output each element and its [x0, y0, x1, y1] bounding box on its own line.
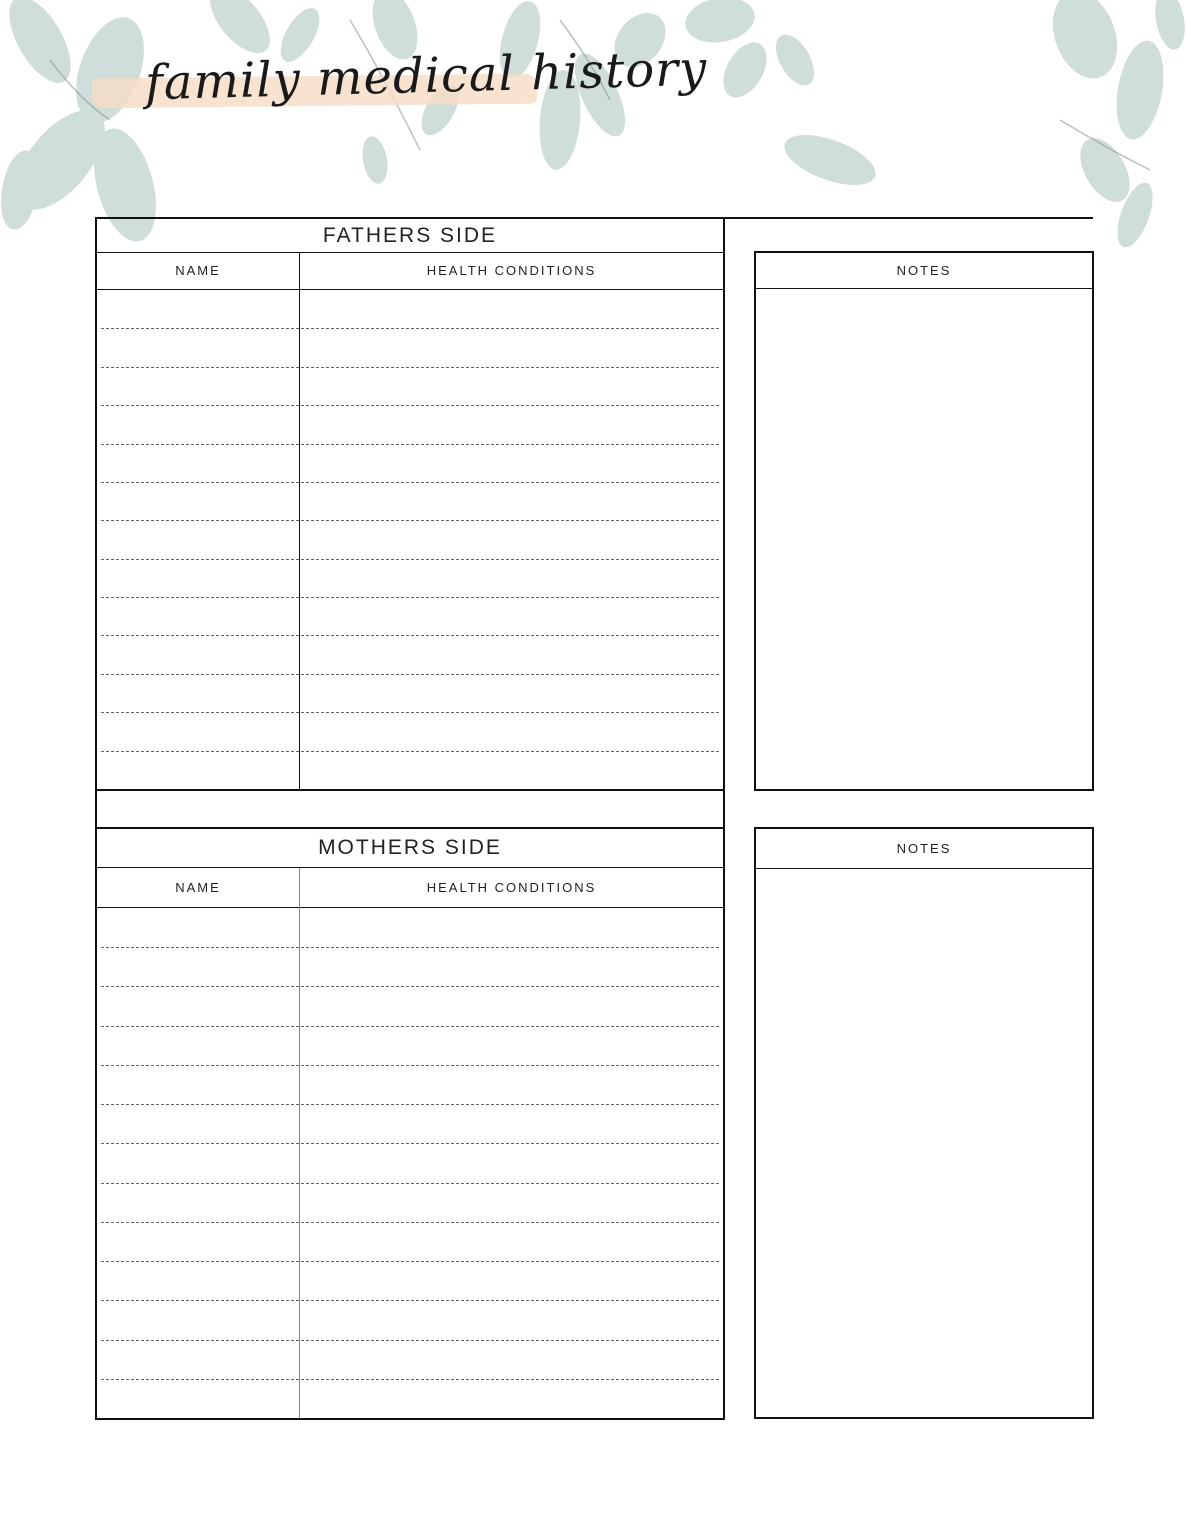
mothers-name-cell[interactable] — [97, 1379, 299, 1418]
mothers-name-cell[interactable] — [97, 1340, 299, 1379]
fathers-side-heading: FATHERS SIDE — [97, 219, 723, 253]
fathers-name-cell[interactable] — [97, 559, 299, 597]
fathers-health-cell[interactable] — [300, 405, 723, 443]
fathers-name-cell[interactable] — [97, 674, 299, 712]
mothers-health-cell[interactable] — [300, 1261, 723, 1300]
fathers-column-header-row — [97, 253, 723, 290]
mothers-health-header: HEALTH CONDITIONS — [426, 880, 597, 895]
fathers-health-cell[interactable] — [300, 444, 723, 482]
fathers-health-cell[interactable] — [300, 482, 723, 520]
fathers-health-cell[interactable] — [300, 674, 723, 712]
mothers-health-cell[interactable] — [300, 1104, 723, 1143]
fathers-name-cell[interactable] — [97, 405, 299, 443]
notes-bottom-area[interactable] — [756, 869, 1092, 1417]
mothers-side-heading: MOTHERS SIDE — [97, 829, 723, 868]
fathers-side-table — [95, 217, 725, 791]
top-rule — [724, 217, 1093, 219]
fathers-health-header: HEALTH CONDITIONS — [426, 263, 597, 278]
mothers-health-cell[interactable] — [300, 1026, 723, 1065]
page-title: family medical history — [144, 40, 708, 112]
notes-bottom-box — [754, 827, 1094, 1419]
fathers-name-cell[interactable] — [97, 635, 299, 673]
mothers-name-cell[interactable] — [97, 1300, 299, 1339]
mothers-name-cell[interactable] — [97, 1183, 299, 1222]
mothers-name-cell[interactable] — [97, 1026, 299, 1065]
mothers-name-cell[interactable] — [97, 947, 299, 986]
fathers-name-cell[interactable] — [97, 367, 299, 405]
fathers-name-cell[interactable] — [97, 482, 299, 520]
mothers-health-cell[interactable] — [300, 1183, 723, 1222]
mothers-health-cell[interactable] — [300, 1065, 723, 1104]
mothers-name-cell[interactable] — [97, 1065, 299, 1104]
mothers-rows — [97, 908, 723, 1418]
notes-top-heading: NOTES — [756, 253, 1092, 289]
fathers-health-cell[interactable] — [300, 520, 723, 558]
fathers-name-cell[interactable] — [97, 444, 299, 482]
fathers-health-cell[interactable] — [300, 559, 723, 597]
mothers-name-cell[interactable] — [97, 1261, 299, 1300]
mothers-name-cell[interactable] — [97, 986, 299, 1025]
mothers-health-cell[interactable] — [300, 1340, 723, 1379]
section-gap — [95, 789, 725, 829]
mothers-health-cell[interactable] — [300, 1300, 723, 1339]
fathers-name-cell[interactable] — [97, 520, 299, 558]
mothers-name-cell[interactable] — [97, 908, 299, 947]
fathers-health-cell[interactable] — [300, 635, 723, 673]
mothers-name-cell[interactable] — [97, 1222, 299, 1261]
fathers-health-cell[interactable] — [300, 751, 723, 789]
notes-top-box — [754, 251, 1094, 791]
mothers-name-header: NAME — [175, 880, 221, 895]
fathers-health-cell[interactable] — [300, 328, 723, 366]
mothers-health-cell[interactable] — [300, 986, 723, 1025]
mothers-name-cell[interactable] — [97, 1143, 299, 1182]
fathers-rows — [97, 290, 723, 789]
fathers-name-cell[interactable] — [97, 751, 299, 789]
fathers-health-cell[interactable] — [300, 367, 723, 405]
fathers-name-cell[interactable] — [97, 290, 299, 328]
fathers-name-cell[interactable] — [97, 712, 299, 750]
mothers-health-cell[interactable] — [300, 1222, 723, 1261]
notes-bottom-heading: NOTES — [756, 829, 1092, 869]
mothers-health-cell[interactable] — [300, 947, 723, 986]
fathers-health-cell[interactable] — [300, 597, 723, 635]
mothers-health-cell[interactable] — [300, 1143, 723, 1182]
mothers-column-header-row — [97, 868, 723, 908]
fathers-health-cell[interactable] — [300, 290, 723, 328]
fathers-health-cell[interactable] — [300, 712, 723, 750]
mothers-side-table — [95, 827, 725, 1420]
mothers-health-cell[interactable] — [300, 1379, 723, 1418]
mothers-health-cell[interactable] — [300, 908, 723, 947]
fathers-name-cell[interactable] — [97, 328, 299, 366]
fathers-name-header: NAME — [175, 263, 221, 278]
mothers-name-cell[interactable] — [97, 1104, 299, 1143]
notes-top-area[interactable] — [756, 289, 1092, 789]
fathers-name-cell[interactable] — [97, 597, 299, 635]
